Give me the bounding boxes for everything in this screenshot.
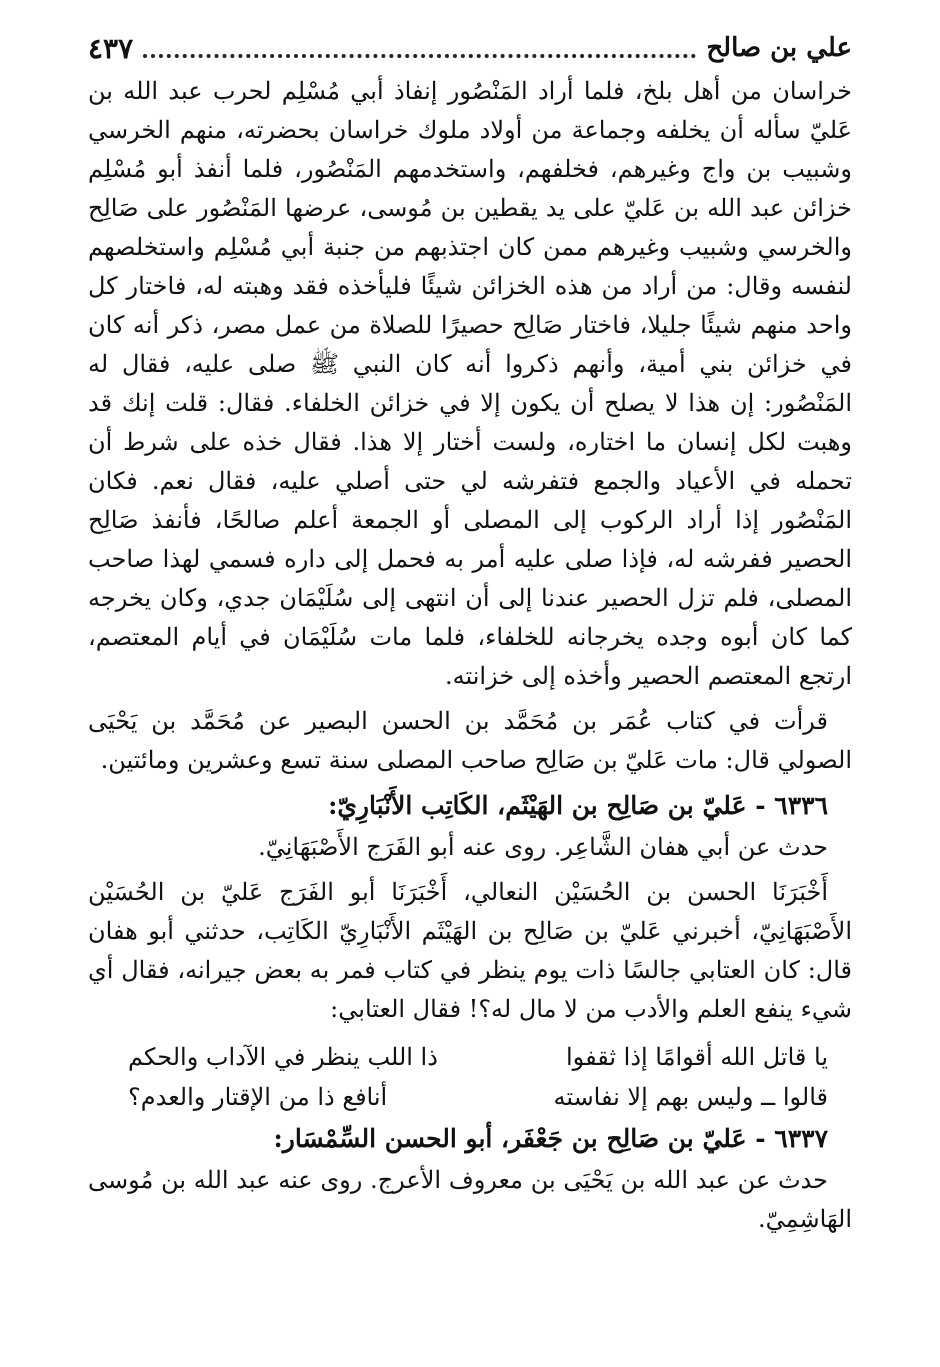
body-paragraph: قرأت في كتاب عُمَر بن مُحَمَّد بن الحسن البصير عن مُحَمَّد بن يَحْيَى الصولي قال: مات عَليّ بن صَالِح صاحب المصلى سنة تسع وعشرين ومائتين. bbox=[88, 707, 852, 774]
body-paragraph: خراسان من أهل بلخ، فلما أراد المَنْصُور إنفاذ أبي مُسْلِم لحرب عبد الله بن عَليّ سأله أن يخلفه وجماعة من أولاد ملوك خراسان بحضرته، منهم الخرسي وشبيب بن واج وغيرهم، فخلفهم، واستخدمهم المَنْصُور، فلما أنفذ أبو مُسْلِم خزائن عبد الله بن عَليّ على يد يقطين بن مُوسى، عرضها المَنْصُور على صَالِح والخرسي وشبيب وغيرهم ممن كان اجتذبهم من جنبة أبي مُسْلِم واستخلصهم لنفسه وقال: من أراد من هذه الخزائن شيئًا فليأخذه فقد وهبته له، فاختار كل واحد منهم شيئًا جليلا، فاختار صَالِح حصيرًا للصلاة من عمل مصر، ذكر أنه كان في خزائن بني أمية، وأنهم ذكروا أنه كان النبي ﷺ صلى عليه، فقال له المَنْصُور: إن هذا لا يصلح أن يكون إلا في خزائن الخلفاء. فقال: قلت إنك قد وهبت لكل إنسان ما اختاره، ولست أختار إلا هذا. فقال خذه على شرط أن تحمله في الأعياد والجمع فتفرشه لي حتى أصلي عليه، فقال نعم. فكان المَنْصُور إذا أراد الركوب إلى المصلى أو الجمعة أعلم صالحًا، فأنفذ صَالِح الحصير ففرشه له، فإذا صلى عليه أمر به فحمل إلى داره فسمي لهذا صاحب المصلى، فلم تزل الحصير عندنا إلى أن انتهى إلى سُلَيْمَان جدي، وكان يخرجه كما كان أبوه وجده يخرجانه للخلفاء، فلما مات سُلَيْمَان في أيام المعتصم، ارتجع المعتصم الحصير وأخذه إلى خزانته. bbox=[88, 77, 852, 690]
poem-verse bbox=[128, 1037, 828, 1077]
verse-second-hemistich: أنافع ذا من الإقتار والعدم؟ bbox=[128, 1083, 388, 1111]
poem-verse bbox=[128, 1077, 828, 1117]
page-number: ٤٣٧ bbox=[88, 31, 134, 65]
running-title: علي بن صالح bbox=[706, 33, 852, 63]
entry-heading-6336: ٦٣٣٦ - عَليّ بن صَالِح بن الهَيْثَم، الكَاتِب الأَنْبَارِيّ: bbox=[328, 791, 828, 820]
page-header bbox=[88, 28, 852, 68]
page-body bbox=[88, 72, 852, 1347]
verse-second-hemistich: ذا اللب ينظر في الآداب والحكم bbox=[128, 1043, 438, 1071]
poem bbox=[88, 1037, 828, 1117]
verse-first-hemistich: يا قاتل الله أقوامًا إذا ثقفوا bbox=[566, 1043, 828, 1071]
entry-heading-6337: ٦٣٣٧ - عَليّ بن صَالِح بن جَعْفَر، أبو الحسن السِّمْسَار: bbox=[273, 1124, 828, 1153]
entry-6336-isnad: أَخْبَرَنَا الحسن بن الحُسَيْن النعالي، أَخْبَرَنَا أبو الفَرَج عَليّ بن الحُسَيْن الأَصْبَهَانِيّ، أخبرني عَليّ بن صَالِح بن الهَيْثَم الأَنْبَارِيّ الكَاتِب، حدثني أبو هفان قال: كان العتابي جالسًا ذات يوم ينظر في كتاب فمر به بعض جيرانه، فقال أي شيء ينفع العلم والأدب من لا مال له؟! فقال العتابي: bbox=[88, 878, 852, 1023]
entry-6337-intro: حدث عن عبد الله بن يَحْيَى بن معروف الأعرج. روى عنه عبد الله بن مُوسى الهَاشِمِيّ. bbox=[88, 1166, 852, 1233]
verse-first-hemistich: قالوا ــ وليس بهم إلا نفاسته bbox=[553, 1083, 828, 1111]
header-leader-dots bbox=[143, 50, 696, 58]
entry-6336-intro: حدث عن أبي هفان الشَّاعِر. روى عنه أبو الفَرَج الأَصْبَهَانِيّ. bbox=[258, 833, 828, 861]
